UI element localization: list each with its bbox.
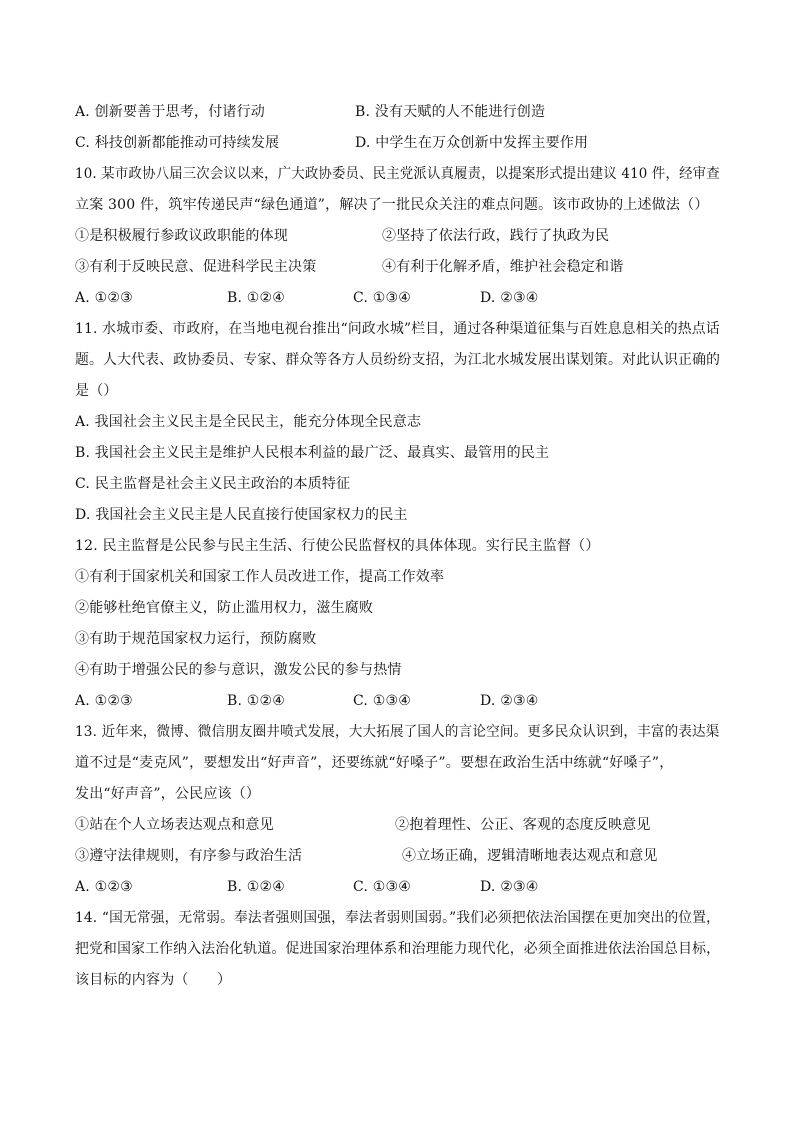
q12-option-a: A. ①②③ xyxy=(75,693,133,709)
q14-stem-line3: 该目标的内容为（ ） xyxy=(75,972,232,988)
q11-option-d: D. 我国社会主义民主是人民直接行使国家权力的民主 xyxy=(75,507,408,523)
q12-option-b: B. ①②④ xyxy=(227,693,286,709)
q10-option-a: A. ①②③ xyxy=(75,290,133,306)
q10-option-d: D. ②③④ xyxy=(480,290,539,306)
q13-statement-2: ②抱着理性、公正、客观的态度反映意见 xyxy=(395,817,651,833)
q12-option-d: D. ②③④ xyxy=(480,693,539,709)
q12-statement-1: ①有利于国家机关和国家工作人员改进工作，提高工作效率 xyxy=(75,569,445,585)
q10-stem-line2: 立案 300 件，筑牢传递民声“绿色通道”，解决了一批民众关注的难点问题。该市政协的上述做法（） xyxy=(75,197,709,213)
q9-option-d: D. 中学生在万众创新中发挥主要作用 xyxy=(355,135,589,151)
q12-stem-line1: 12. 民主监督是公民参与民主生活、行使公民监督权的具体体现。实行民主监督（） xyxy=(75,538,600,554)
q13-statement-3: ③遵守法律规则，有序参与政治生活 xyxy=(75,848,303,864)
q11-stem-line2: 题。人大代表、政协委员、专家、群众等各方人员纷纷支招，为江北水城发展出谋划策。对此认识正确的 xyxy=(75,352,721,368)
q14-stem-line2: 把党和国家工作纳入法治化轨道。促进国家治理体系和治理能力现代化，必须全面推进依法治国总目标， xyxy=(75,941,721,957)
q11-option-b: B. 我国社会主义民主是维护人民根本利益的最广泛、最真实、最管用的民主 xyxy=(75,445,550,461)
q11-stem-line1: 11. 水城市委、市政府，在当地电视台推出“问政水城”栏目，通过各种渠道征集与百姓息息相关的热点话 xyxy=(75,321,720,337)
q13-stem-line2: 道不过是“麦克风”，要想发出“好声音”，还要练就“好嗓子”。要想在政治生活中练就“好嗓子”， xyxy=(75,755,674,771)
q10-statement-2: ②坚持了依法行政，践行了执政为民 xyxy=(382,228,610,244)
q11-stem-line3: 是（） xyxy=(75,383,118,399)
q13-option-d: D. ②③④ xyxy=(480,879,539,895)
q13-statement-1: ①站在个人立场表达观点和意见 xyxy=(75,817,274,833)
q13-stem-line1: 13. 近年来，微博、微信朋友圈井喷式发展，大大拓展了国人的言论空间。更多民众认识到，丰富的表达渠 xyxy=(75,724,720,740)
q12-statement-3: ③有助于规范国家权力运行，预防腐败 xyxy=(75,631,317,647)
q9-option-c: C. 科技创新都能推动可持续发展 xyxy=(75,135,280,151)
q10-stem-line1: 10. 某市政协八届三次会议以来，广大政协委员、民主党派认真履责，以提案形式提出建议 410 件，经审查 xyxy=(75,166,720,182)
q9-option-b: B. 没有天赋的人不能进行创造 xyxy=(355,104,546,120)
q13-option-b: B. ①②④ xyxy=(227,879,286,895)
q10-statement-4: ④有利于化解矛盾，维护社会稳定和谐 xyxy=(382,259,624,275)
q10-statement-1: ①是积极履行参政议政职能的体现 xyxy=(75,228,288,244)
q13-option-a: A. ①②③ xyxy=(75,879,133,895)
q9-option-a: A. 创新要善于思考，付诸行动 xyxy=(75,104,266,120)
q12-statement-4: ④有助于增强公民的参与意识，激发公民的参与热情 xyxy=(75,662,402,678)
q12-option-c: C. ①③④ xyxy=(353,693,411,709)
q11-option-a: A. 我国社会主义民主是全民民主，能充分体现全民意志 xyxy=(75,414,422,430)
q10-statement-3: ③有利于反映民意、促进科学民主决策 xyxy=(75,259,317,275)
q13-statement-4: ④立场正确，逻辑清晰地表达观点和意见 xyxy=(402,848,658,864)
q10-option-b: B. ①②④ xyxy=(227,290,286,306)
q13-option-c: C. ①③④ xyxy=(353,879,411,895)
q14-stem-line1: 14. “国无常强，无常弱。奉法者强则国强，奉法者弱则国弱。”我们必须把依法治国摆在更加突出的位置， xyxy=(75,910,721,926)
q12-statement-2: ②能够杜绝官僚主义，防止滥用权力，滋生腐败 xyxy=(75,600,374,616)
q10-option-c: C. ①③④ xyxy=(353,290,411,306)
q11-option-c: C. 民主监督是社会主义民主政治的本质特征 xyxy=(75,476,351,492)
q13-stem-line3: 发出“好声音”，公民应该（） xyxy=(75,786,261,802)
